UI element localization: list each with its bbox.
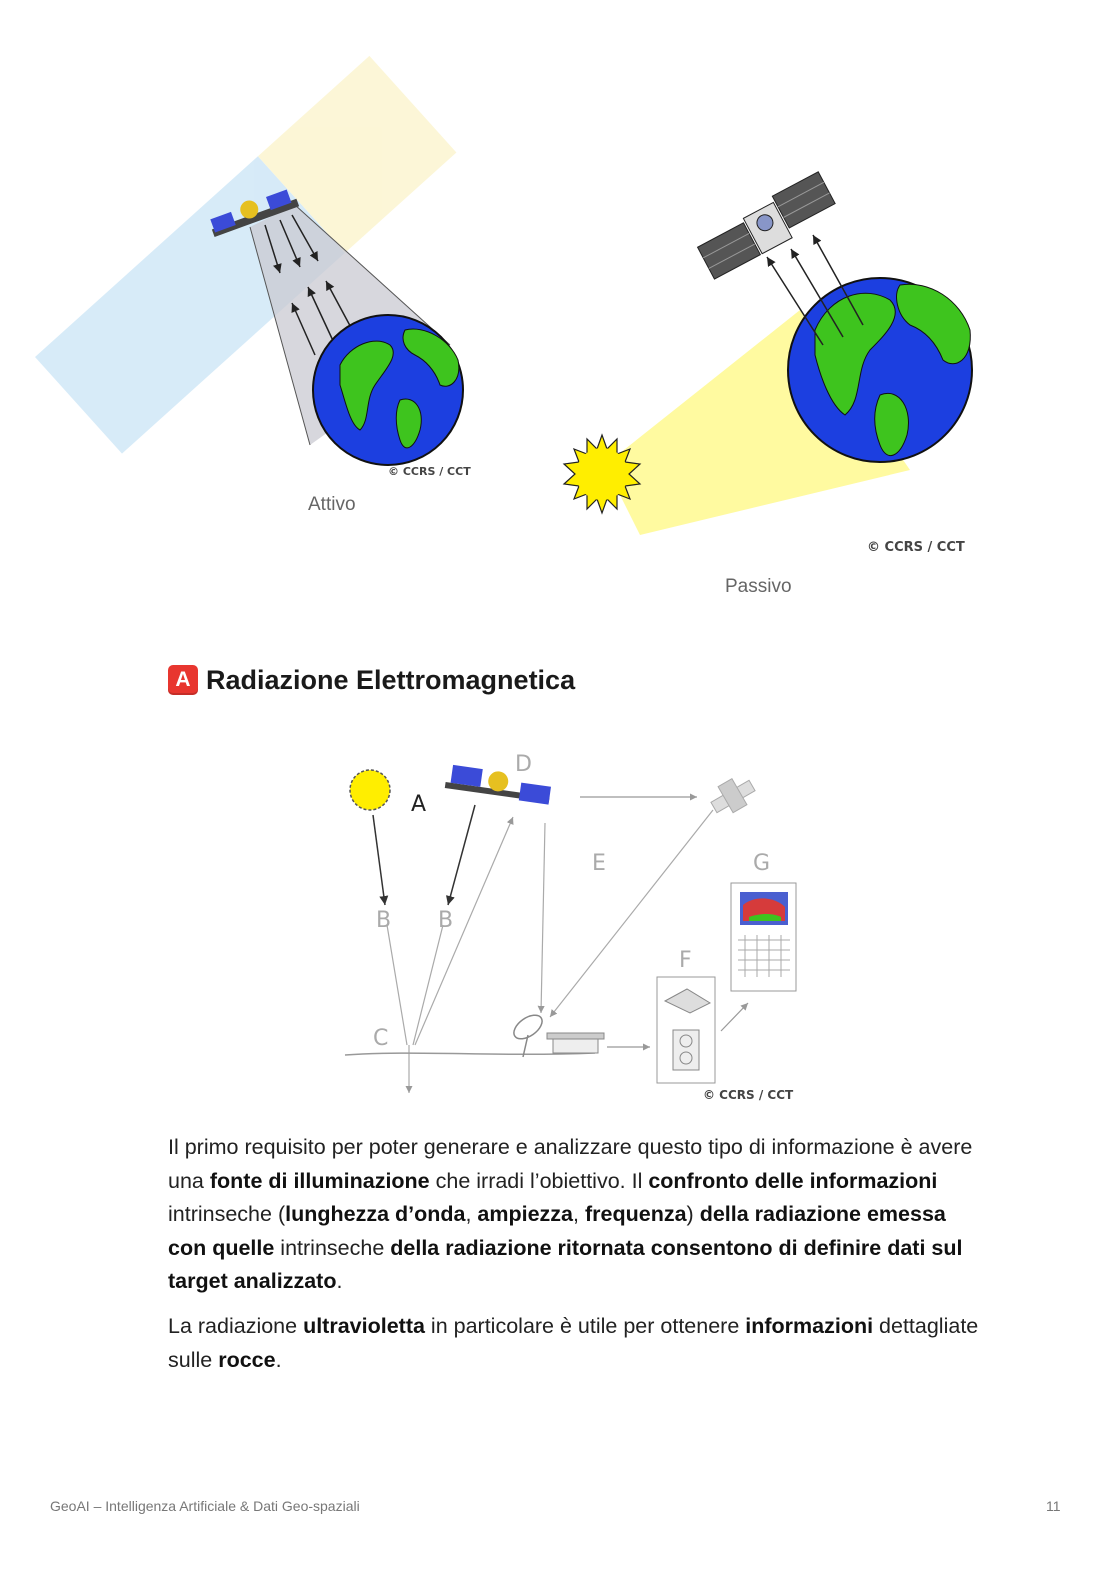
page-number: 11 xyxy=(1046,1498,1061,1514)
satellite-icon xyxy=(693,172,840,279)
p1-bold-5: frequenza xyxy=(584,1202,687,1226)
section-heading xyxy=(168,662,575,698)
incident-ray xyxy=(373,815,385,905)
p1-bold-6: della radiazione emessa con quelle xyxy=(168,1202,946,1260)
passive-sensing-figure xyxy=(545,165,985,565)
interpretation-box-f xyxy=(657,977,715,1083)
label-e: E xyxy=(592,851,606,876)
emitted-ray xyxy=(448,805,475,905)
p1-bold-2: confronto delle informazioni xyxy=(648,1168,938,1193)
p2-bold-2: informazioni xyxy=(745,1314,874,1338)
p1-text-6: ) xyxy=(686,1202,700,1226)
ground-station-antenna-icon xyxy=(510,1010,547,1057)
section-title: Radiazione Elettromagnetica xyxy=(206,664,576,695)
p1-text-1: Il primo requisito per poter generare e analizzare questo tipo di informazione è avere una xyxy=(168,1135,973,1193)
passive-credit: © CCRS / CCT xyxy=(867,540,965,555)
processing-building-icon xyxy=(547,1033,604,1053)
p2-bold-3: rocce xyxy=(218,1347,276,1372)
p1-text-7: intrinseche xyxy=(274,1235,391,1260)
label-c: C xyxy=(373,1026,389,1051)
label-b-1: B xyxy=(376,908,392,933)
caption-active: Attivo xyxy=(308,494,356,515)
application-box-g xyxy=(731,883,796,991)
earth-globe-icon xyxy=(788,278,972,462)
label-d: D xyxy=(515,752,532,777)
p1-text-8: . xyxy=(336,1269,343,1293)
sun-icon xyxy=(350,770,390,810)
earth-globe-icon xyxy=(313,315,463,465)
p1-bold-7: della radiazione ritornata consentono di definire dati sul target analizzato xyxy=(168,1235,963,1293)
p2-text-3: dettagliate sulle xyxy=(168,1314,979,1372)
p2-bold-1: ultravioletta xyxy=(303,1314,425,1338)
footer-title: GeoAI – Intelligenza Artificiale & Dati Geo-spaziali xyxy=(50,1498,360,1514)
p1-bold-3: lunghezza d’onda xyxy=(285,1202,466,1226)
label-f: F xyxy=(679,948,692,973)
em-credit: © CCRS / CCT xyxy=(703,1088,794,1102)
satellite-icon xyxy=(445,764,553,804)
p2-text-2: in particolare è utile per ottenere xyxy=(424,1314,746,1338)
paragraph-1 xyxy=(168,1131,988,1299)
label-a: A xyxy=(411,792,427,817)
paragraph-2 xyxy=(168,1310,988,1377)
letter-a-badge-icon: A xyxy=(168,665,198,695)
p1-text-4: , xyxy=(465,1202,478,1226)
relay-satellite-icon xyxy=(706,772,759,820)
active-credit: © CCRS / CCT xyxy=(388,465,471,478)
label-g: G xyxy=(753,851,771,876)
p1-text-2: che irradi l’obiettivo. Il xyxy=(429,1168,649,1193)
p2-text-4: . xyxy=(275,1347,282,1372)
p2-text-1: La radiazione xyxy=(168,1314,304,1338)
p1-bold-1: fonte di illuminazione xyxy=(209,1168,430,1193)
label-b-2: B xyxy=(438,908,454,933)
active-sensing-figure xyxy=(200,185,480,485)
caption-passive: Passivo xyxy=(725,576,792,597)
em-radiation-diagram xyxy=(335,745,815,1110)
p1-text-5: , xyxy=(573,1202,585,1226)
p1-bold-4: ampiezza xyxy=(477,1202,574,1226)
p1-text-3: intrinseche ( xyxy=(168,1202,286,1226)
